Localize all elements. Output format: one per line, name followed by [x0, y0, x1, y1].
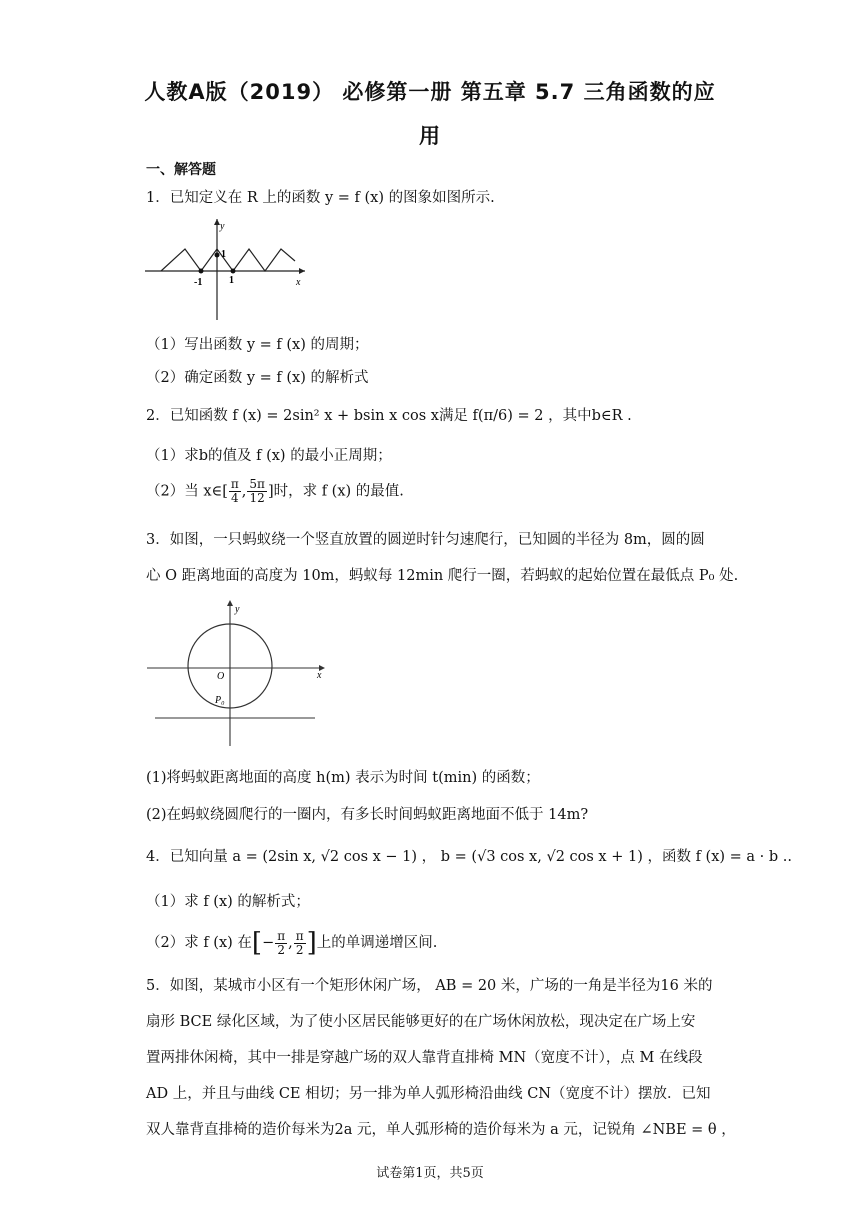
page-title-line2: 用: [419, 124, 441, 148]
q1-point-1: [231, 269, 236, 274]
q4-frac1-den: 2: [277, 942, 285, 957]
q5-line5: 双人靠背直排椅的造价每米为2a 元，单人弧形椅的造价每米为 a 元，记锐角 ∠NBE = θ ，: [146, 1122, 736, 1138]
q1-part1: （1）写出函数 y = f (x) 的周期；: [146, 337, 369, 353]
q1-point-neg1: [199, 269, 204, 274]
q2-part2: （2）当 x∈[ $\frac{\pi}{4}$ , $\frac{5\pi}{12}$ ]时，求 f (x) 的最值.: [146, 477, 404, 505]
q4-left-bracket: [: [251, 928, 263, 958]
q2-part2-suffix: ]时，求 f (x) 的最值.: [267, 483, 404, 500]
q1-stem: 1．已知定义在 R 上的函数 y = f (x) 的图象如图所示.: [146, 190, 495, 206]
page-footer: 试卷第1页，共5页: [376, 1166, 484, 1181]
q4-frac2-num: π: [295, 928, 304, 943]
q4-part2: （2）求 f (x) 在[− $\frac{\pi}{2}$ , $\frac{\pi}{2}$ ]上的单调递增区间.: [146, 928, 438, 958]
section-heading: 一、解答题: [146, 162, 216, 178]
q1-x-arrow: [299, 268, 305, 274]
q2-frac1-num: π: [230, 477, 239, 491]
q1-tick-1: 1: [229, 275, 234, 286]
q4-stem: 4．已知向量 a = (2sin x, √2 cos x − 1) ， b = (√3 cos x, √2 cos x + 1) ，函数 f (x) = a · b ..: [146, 849, 792, 865]
q5-line3: 置两排休闲椅，其中一排是穿越广场的双人靠背直排椅 MN（宽度不计），点 M 在线段: [146, 1050, 703, 1066]
q1-tick-y1: 1: [221, 249, 226, 260]
q3-part1: (1)将蚂蚁距离地面的高度 h(m) 表示为时间 t(min) 的函数；: [146, 770, 540, 786]
q1-y-label: y: [220, 221, 225, 232]
q4-frac1: [275, 930, 287, 957]
q5-line2: 扇形 BCE 绿化区域，为了使小区居民能够更好的在广场休闲放松，现决定在广场上安: [146, 1014, 696, 1030]
q3-part2: (2)在蚂蚁绕圆爬行的一圈内，有多长时间蚂蚁距离地面不低于 14m?: [146, 807, 589, 823]
page-title-line1: 人教A版（2019） 必修第一册 第五章 5.7 三角函数的应: [144, 80, 716, 104]
q3-line1: 3．如图，一只蚂蚁绕一个竖直放置的圆逆时针匀速爬行，已知圆的半径为 8m，圆的圆: [146, 532, 705, 548]
q1-point-y1: [215, 253, 220, 258]
q4-right-bracket: ]: [306, 928, 317, 958]
q3-line2: 心 O 距离地面的高度为 10m，蚂蚁每 12min 爬行一圈，若蚂蚁的起始位置在最低点 P₀ 处.: [146, 568, 739, 584]
q2-stem: 2．已知函数 f (x) = 2sin² x + bsin x cos x满足 f(π/6) = 2 ，其中b∈R .: [146, 408, 632, 424]
q4-part1: （1）求 f (x) 的解析式；: [146, 894, 310, 910]
q3-y-label: y: [235, 604, 240, 615]
q5-line4: AD 上，并且与曲线 CE 相切；另一排为单人弧形椅沿曲线 CN（宽度不计）摆放．已知: [146, 1086, 711, 1102]
q1-part2: （2）确定函数 y = f (x) 的解析式: [146, 370, 369, 386]
q1-zigzag: [161, 249, 295, 271]
q2-frac2: [247, 478, 267, 505]
q3-p0-label: P₀: [215, 695, 225, 706]
q2-part1: （1）求b的值及 f (x) 的最小正周期；: [146, 448, 392, 464]
q3-origin-label: O: [217, 671, 225, 682]
q1-tick-neg1: -1: [194, 277, 203, 288]
q3-x-label: x: [317, 670, 322, 681]
q4-part2-prefix: （2）求 f (x) 在: [146, 935, 252, 951]
q4-part2-suffix: 上的单调递增区间.: [316, 935, 438, 951]
q4-frac2-den: 2: [295, 942, 304, 957]
q5-line1: 5．如图，某城市小区有一个矩形休闲广场， AB = 20 米，广场的一角是半径为16 米的: [146, 978, 713, 994]
q2-frac2-num: 5π: [249, 477, 265, 491]
q3-figure: [145, 598, 330, 748]
q2-part2-prefix: （2）当 x∈[: [146, 483, 228, 500]
q2-frac1: [229, 478, 241, 505]
q4-frac2: [294, 930, 306, 957]
q4-frac1-num: π: [277, 928, 286, 943]
q3-y-arrow: [227, 600, 233, 606]
q1-x-label: x: [296, 277, 301, 288]
q1-graph: [145, 215, 310, 325]
q2-frac2-den: 12: [249, 491, 265, 505]
q2-frac1-den: 4: [231, 491, 239, 505]
